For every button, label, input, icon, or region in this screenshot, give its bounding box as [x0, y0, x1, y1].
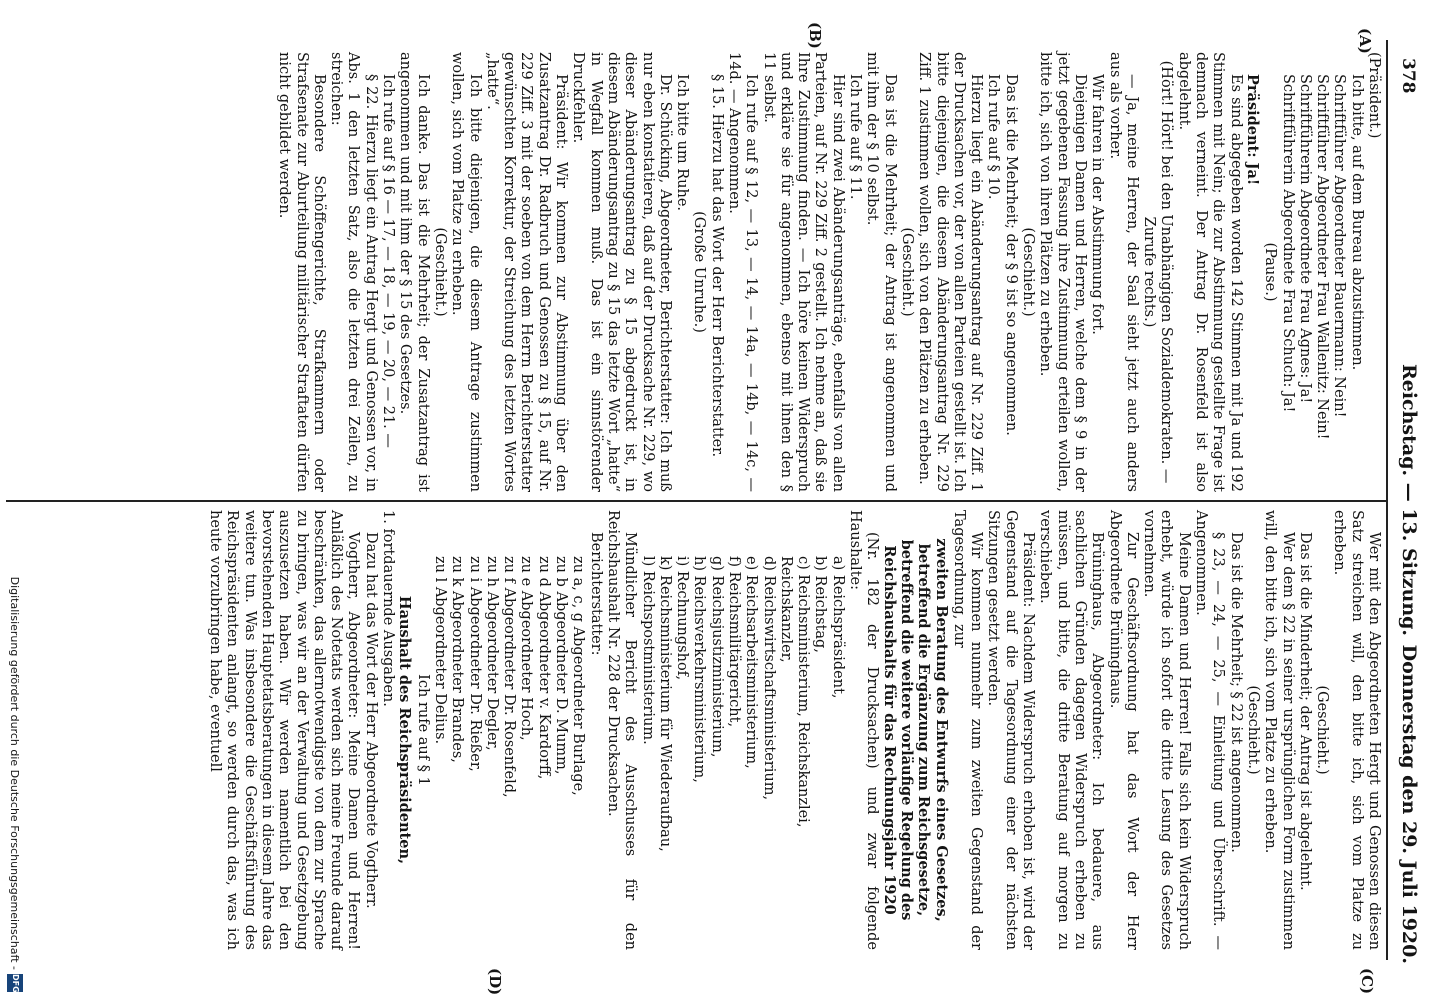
- paragraph: Diejenigen Damen und Herren, welche dem § 9 in der jetzt gegebenen Fassung ihre Zustimmung erteilen wollen, bitte ich, sich von ihren Plätzen zu erheben.: [1037, 52, 1088, 492]
- paragraph: Ich bitte, auf dem Bureau abzustimmen.: [1348, 74, 1365, 371]
- paragraph: (Nr. 182 der Drucksachen) und zwar folgende Haushalte:: [847, 510, 881, 950]
- paragraph: Schriftführerin Abgeordnete Frau Agnes: Ja!: [1296, 74, 1313, 404]
- paragraph: Schriftführer Abgeordneter Frau Wallenitz: Nein!: [1314, 74, 1331, 440]
- rapporteur-item: zu i Abgeordneter Dr. Rießer,: [466, 556, 483, 772]
- paragraph: Hierzu liegt ein Abänderungsantrag auf Nr. 229 Ziff. 1 der Drucksachen vor, der von allen Parteien gestellt ist. Ich bitte diejenigen, die diesem Abänderungsantrag Nr. 229 Ziff. 1 zustimmen wollen, sich von den Plätzen zu erheben.: [916, 52, 985, 492]
- rapporteur-item: zu l Abgeordneter Delius.: [431, 556, 448, 745]
- paragraph: Ich rufe auf § 16 — 17, — 18, — 19, — 20, — 21. —: [380, 74, 397, 448]
- paragraph: Dazu hat das Wort der Herr Abgeordnete Vogtherr.: [362, 532, 379, 909]
- header-date: Donnerstag den 29. Juli 1920.: [1398, 644, 1420, 964]
- paragraph: Wer mit den Abgeordneten Hergt und Genossen diesen Satz streichen will, den bitte ich, sich vom Platze zu erheben.: [1331, 510, 1382, 950]
- rapporteur-item: zu d Abgeordneter v. Kardorff,: [535, 556, 552, 780]
- stage-direction: (Geschieht.): [1244, 685, 1261, 775]
- agenda-item: b) Reichstag,: [812, 556, 829, 653]
- budget-subheading: 1. fortdauernde Ausgaben.: [380, 510, 397, 707]
- budget-heading: Haushalt des Reichspräsidenten,: [396, 595, 414, 865]
- stage-direction: (Pause.): [1262, 242, 1279, 302]
- digitization-credit: [2, 0, 26, 1000]
- agenda-item: Reichskanzler,: [777, 556, 794, 663]
- paragraph: Vogtherr, Abgeordneter: Meine Damen und Herren! Anläßlich des Notetats werden sich meine Freunde darauf beschränken, das allernotwendigste von dem zur Sprache zu bringen, was wir an der Verwaltung und Gesetzgebung auszusetzen haben. Wir werden namentlich bei den bevorstehenden Hauptetatsberatungen in diesem Jahre das weitere tun. Was insbesondere die Geschäftsführung des Reichspräsidenten anlangt, so werden durch das, was ich heute vorzubringen habe, eventuell: [207, 510, 362, 950]
- paragraph: Präsident: Ja!: [1243, 74, 1261, 186]
- paragraph: Meine Damen und Herren! Falls sich kein Widerspruch erhebt, würde ich sofort die dritte Lesung des Gesetzes vornehmen.: [1141, 510, 1192, 950]
- paragraph: Ich rufe auf § 12, — 13, — 14, — 14a, — 14b, — 14c, — 14d. — Angenommen.: [726, 52, 760, 492]
- paragraph: Ich bitte um Ruhe.: [674, 74, 691, 212]
- paragraph: Wir fahren in der Abstimmung fort.: [1089, 74, 1106, 335]
- paragraph: Schriftführer Abgeordneter Bauermann: Nein!: [1331, 74, 1348, 418]
- paragraph: Wir kommen nunmehr zum zweiten Gegenstand der Tagesordnung, zur: [950, 510, 985, 950]
- paragraph: Ich bitte diejenigen, die diesem Antrage zustimmen wollen, sich vom Platze zu erheben.: [449, 52, 483, 492]
- stage-direction: (Geschieht.): [1020, 227, 1037, 317]
- right-column: [206, 510, 1382, 950]
- speaker-note: (Präsident.): [1366, 52, 1382, 139]
- stage-direction: (Große Unruhe.): [691, 211, 708, 333]
- dfg-logo: DFG: [7, 974, 23, 992]
- paragraph: Hier sind zwei Abänderungsanträge, ebenfalls von allen Parteien, auf Nr. 229 Ziff. 2 gestellt. Ich nehme an, daß sie Ihre Zustimmung finden. — Ich höre keinen Widerspruch und erkläre sie für angenommen, ebenso mit ihnen den § 11 selbst.: [760, 52, 846, 492]
- credit-text: Digitalisierung gefördert durch die Deutsche Forschungsgemeinschaft -: [8, 576, 21, 970]
- agenda-item: c) Reichsministerium, Reichskanzlei,: [795, 556, 812, 828]
- paragraph: Präsident: Wir kommen zur Abstimmung über den Zusatzantrag Dr. Radbruch und Genossen zu § 15, auf Nr. 229 Ziff. 3 mit der soeben von dem Herrn Berichterstatter gewünschten Korrektur, der Streichung des letzten Wortes „hatte“.: [483, 52, 570, 492]
- rapporteur-item: zu a, c, g Abgeordneter Burlage,: [570, 556, 587, 796]
- stage-direction: (Geschieht.): [898, 227, 915, 317]
- agenda-item: l) Reichspostministerium.: [639, 556, 656, 745]
- rapporteur-item: zu f Abgeordneter Dr. Rosenfeld,: [501, 556, 518, 798]
- paragraph: Das ist die Minderheit; der Antrag ist abgelehnt.: [1296, 532, 1313, 891]
- header-title: Reichstag. — 13. Sitzung.: [1398, 363, 1420, 637]
- column-divider: [6, 500, 1386, 502]
- left-column: [275, 52, 1382, 492]
- margin-mark-d: (D): [486, 968, 504, 996]
- stage-direction: (Geschieht.): [431, 227, 448, 317]
- agenda-heading: zweiten Beratung des Entwurfs eines Gesetzes, betreffend die Ergänzung zum Reichsgesetze, betreffend die weitere vorläufige Regelung des Reichshaushalts für das Rechnungsjahr 1920: [880, 538, 950, 922]
- agenda-item: d) Reichswirtschaftsministerium,: [760, 556, 777, 801]
- margin-mark-c: (C): [1358, 968, 1376, 995]
- rapporteur-item: zu e Abgeordneter Hoch,: [518, 556, 535, 741]
- paragraph: Zur Geschäftsordnung hat das Wort der Herr Abgeordnete Brüninghaus.: [1106, 510, 1140, 950]
- rapporteur-item: zu b Abgeordneter D. Mumm,: [553, 556, 570, 775]
- agenda-item: a) Reichspräsident,: [829, 556, 846, 699]
- paragraph: Es sind abgegeben worden 142 Stimmen mit Ja und 192 Stimmen mit Nein; die zur Abstimmung gestellte Frage ist demnach verneint. Der Antrag Dr. Rosenfeld ist also abgelehnt.: [1175, 52, 1244, 492]
- paragraph: Dr. Schücking, Abgeordneter, Berichterstatter: Ich muß nur eben konstatieren, daß auf der Drucksache Nr. 229, wo dieser Abänderungsantrag zu § 15 abgedruckt ist, in diesem Abänderungsantrag zu § 15 das letzte Wort „hatte“ in Wegfall kommen muß. Das ist ein sinnstörender Druckfehler.: [570, 52, 673, 492]
- agenda-item: i) Rechnungshof,: [674, 556, 691, 681]
- paragraph: Schriftführerin Abgeordnete Frau Schuch: Ja!: [1279, 74, 1296, 413]
- paragraph: Mündlicher Bericht des Ausschusses für den Reichshaushalt Nr. 228 der Drucksachen.: [604, 510, 639, 950]
- quoted-clause: Besondere Schöffengerichte, Strafkammern oder Strafsenate zur Aburteilung militärischer Straftaten dürfen nicht gebildet werden.: [276, 52, 327, 492]
- paragraph: Ich rufe auf § 10.: [985, 74, 1002, 200]
- margin-mark-a: (A): [1356, 28, 1374, 54]
- paragraph: Präsident: Nachdem Widerspruch erhoben ist, wird der Gegenstand auf die Tagesordnung einer der nächsten Sitzungen gesetzt werden.: [985, 510, 1037, 950]
- page-number: 378: [1398, 58, 1418, 94]
- margin-mark-b: (B): [806, 22, 824, 49]
- agenda-item: f) Reichsmilitärgericht,: [726, 556, 743, 728]
- agenda-item: k) Reichsministerium für Wiederaufbau,: [656, 556, 673, 852]
- paragraph: § 15. Hierzu hat das Wort der Herr Berichterstatter.: [708, 74, 725, 458]
- rapporteur-item: zu h Abgeordneter Degler,: [483, 556, 500, 751]
- agenda-item: e) Reichsarbeitsministerium,: [743, 556, 760, 769]
- paragraph: Das ist die Mehrheit; der Antrag ist angenommen und mit ihm der § 10 selbst.: [864, 52, 898, 492]
- agenda-item: g) Reichsjustizministerium,: [708, 556, 725, 758]
- stage-direction: (Hört! Hört! bei den Unabhängigen Sozialdemokraten. — Zurufe rechts.): [1141, 60, 1175, 484]
- paragraph: Berichterstatter:: [587, 532, 604, 656]
- stage-direction: (Geschieht.): [1314, 685, 1331, 775]
- running-header: [1388, 0, 1422, 1000]
- paragraph: Das ist die Mehrheit; § 22 ist angenommen.: [1227, 532, 1244, 853]
- section-call: Ich rufe auf § 1: [414, 674, 431, 786]
- paragraph: § 23, — 24, — 25, — Einleitung und Überschrift. — Angenommen.: [1193, 510, 1227, 950]
- rapporteur-item: zu k Abgeordneter Brandes,: [449, 556, 466, 763]
- paragraph: — Ja, meine Herren, der Saal sieht jetzt auch anders aus als vorher.: [1106, 52, 1140, 492]
- paragraph: Ich danke. Das ist die Mehrheit; der Zusatzantrag ist angenommen und mit ihm der § 15 des Gesetzes.: [397, 52, 431, 492]
- paragraph: Brüninghaus, Abgeordneter: Ich bedauere, aus sachlichen Gründen dagegen Widerspruch erheben zu müssen, und bitte, die dritte Beratung auf morgen zu verschieben.: [1037, 510, 1106, 950]
- paragraph: § 22. Hierzu liegt ein Antrag Hergt und Genossen vor, in Abs. 1 den letzten Satz, also die letzten drei Zeilen, zu streichen:: [328, 52, 379, 492]
- header-rule: [1386, 40, 1388, 960]
- paragraph: Das ist die Mehrheit; der § 9 ist so angenommen.: [1002, 74, 1019, 436]
- paragraph: Wer dem § 22 in seiner ursprünglichen Form zustimmen will, den bitte ich, sich vom Platze zu erheben.: [1262, 510, 1296, 950]
- agenda-item: h) Reichsverkehrsministerium,: [691, 556, 708, 783]
- paragraph: Ich rufe auf § 11.: [847, 74, 864, 200]
